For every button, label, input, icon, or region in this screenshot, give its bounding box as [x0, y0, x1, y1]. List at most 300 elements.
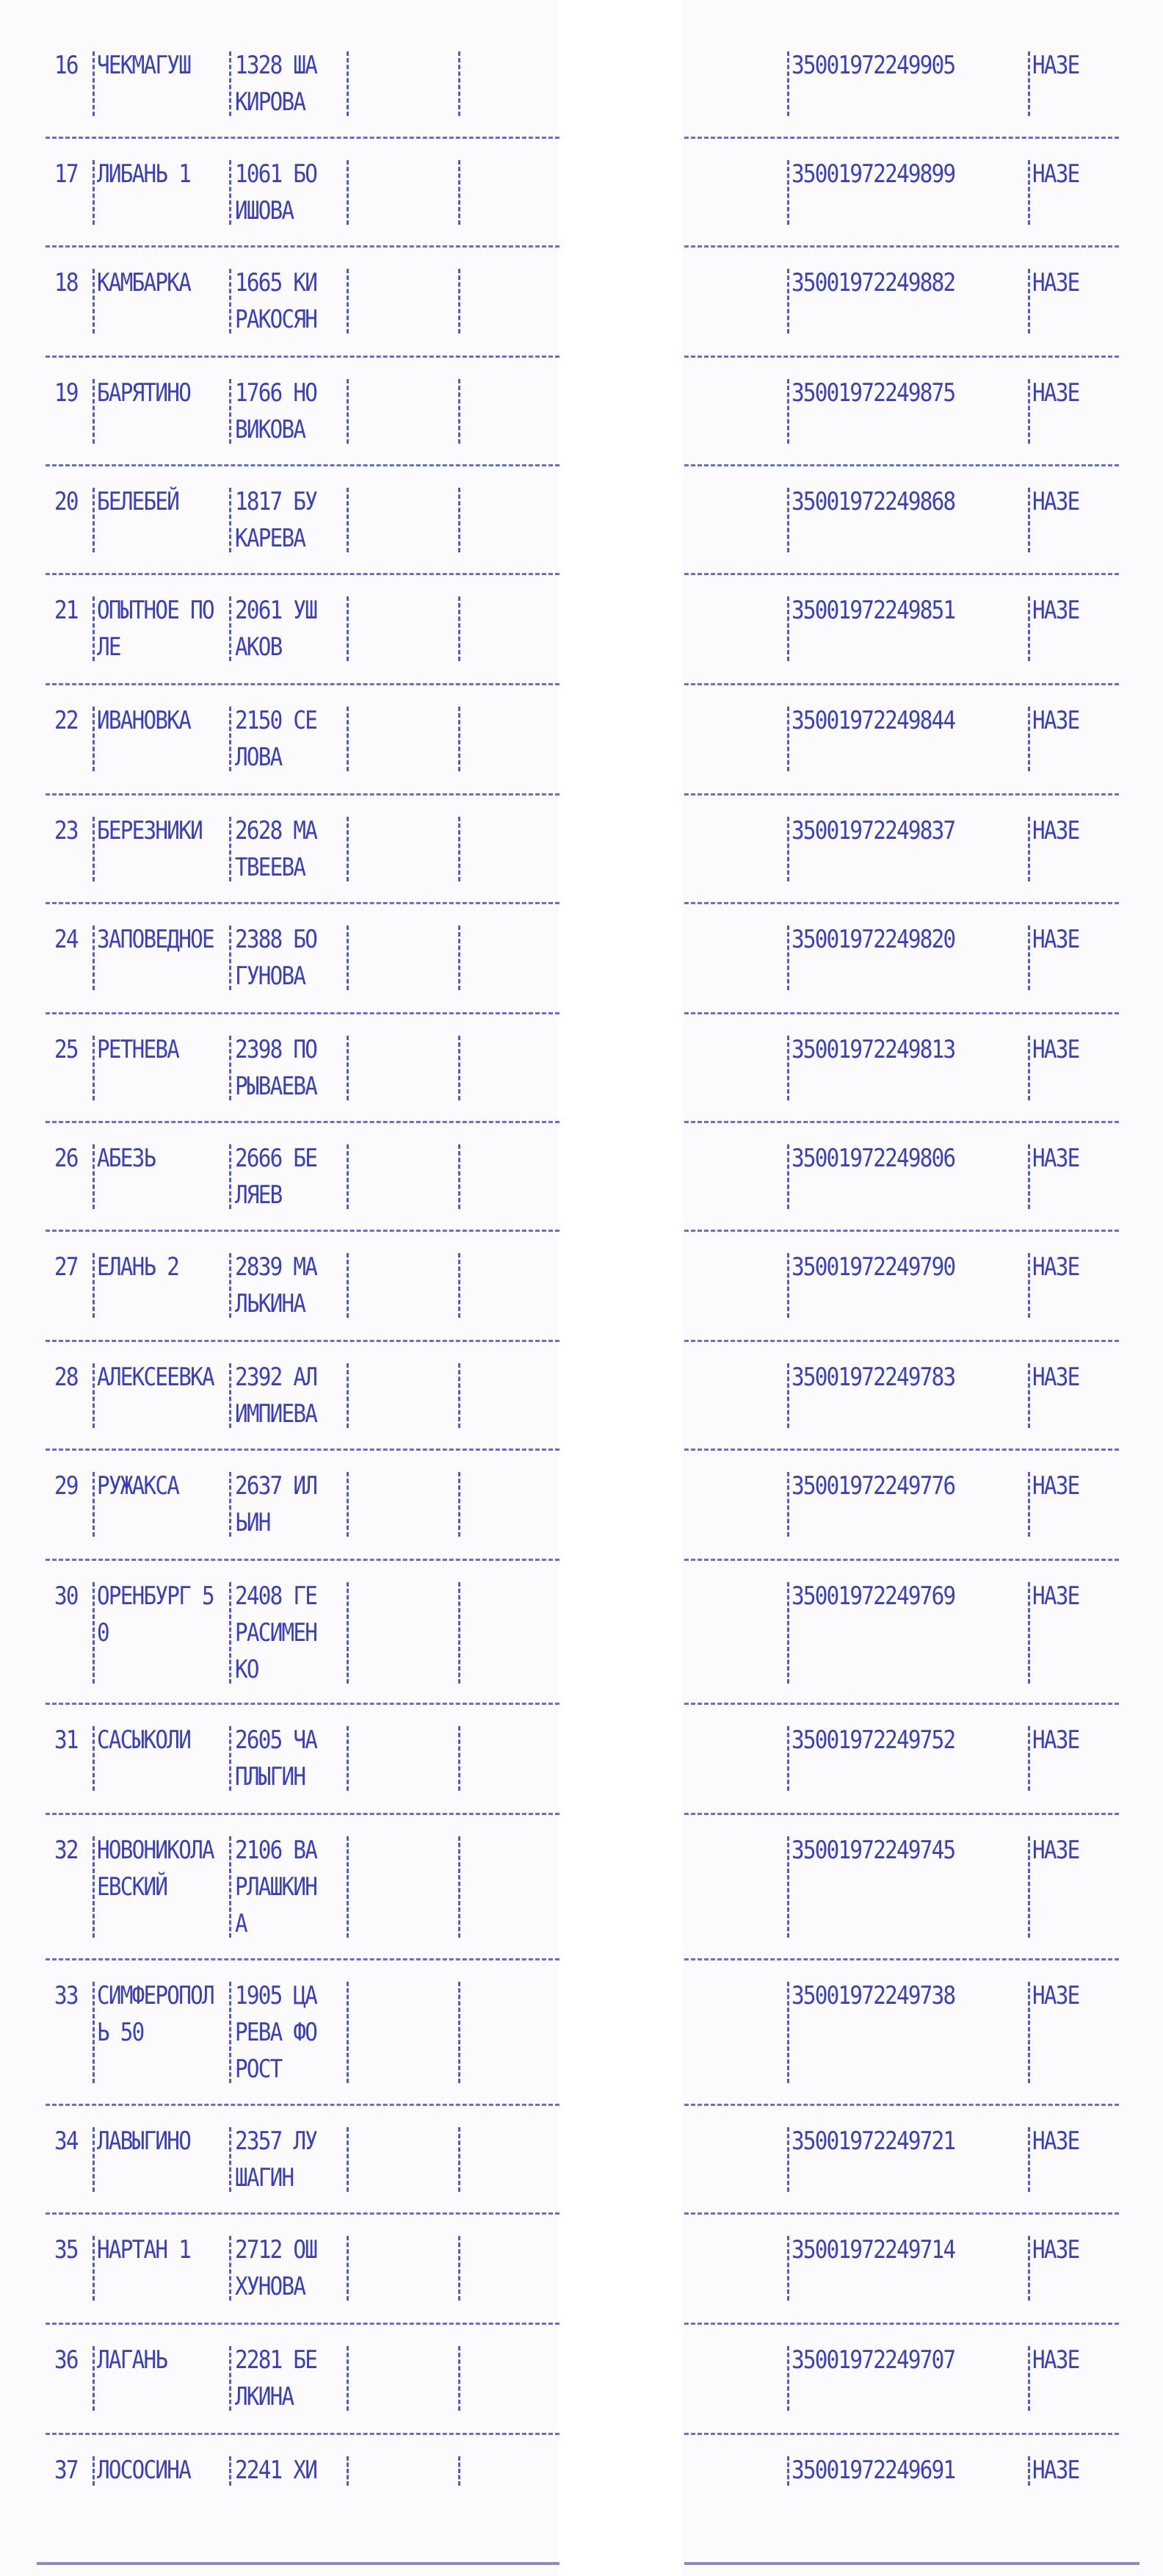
city-name: ИВАНОВКА — [97, 706, 191, 735]
tracking-code: 35001972249752 — [791, 1725, 955, 1755]
column-divider — [93, 51, 95, 116]
column-divider — [458, 1726, 460, 1791]
column-divider — [787, 1726, 789, 1791]
row-separator — [46, 1448, 559, 1451]
column-divider — [1028, 2236, 1030, 2301]
operation-type: НАЗЕ — [1032, 1471, 1079, 1501]
column-divider — [229, 1836, 231, 1938]
column-divider — [347, 2236, 349, 2301]
tracking-code: 35001972249851 — [791, 596, 955, 625]
column-divider — [787, 51, 789, 116]
column-divider — [93, 1982, 95, 2083]
row-number: 26 — [54, 1144, 78, 1173]
tracking-code: 35001972249776 — [791, 1471, 955, 1501]
city-name: СИМФЕРОПОЛ — [97, 1981, 214, 2010]
column-divider — [787, 2346, 789, 2411]
tracking-code: 35001972249844 — [791, 706, 955, 735]
column-divider — [1028, 379, 1030, 444]
employee-cell: КИРОВА — [235, 87, 305, 117]
row-separator — [684, 1121, 1119, 1123]
column-divider — [458, 1363, 460, 1428]
column-divider — [229, 817, 231, 881]
employee-cell: ИШОВА — [235, 196, 294, 226]
column-divider — [787, 1472, 789, 1537]
column-divider — [1028, 1982, 1030, 2083]
column-divider — [458, 1036, 460, 1100]
column-divider — [93, 1144, 95, 1209]
row-separator — [684, 137, 1119, 139]
column-divider — [347, 1582, 349, 1684]
bottom-rule-left — [37, 2562, 559, 2565]
employee-cell: 2357 ЛУ — [235, 2126, 317, 2156]
employee-cell: РОСТ — [235, 2054, 282, 2084]
column-divider — [1028, 488, 1030, 552]
city-name: 0 — [97, 1618, 109, 1648]
column-divider — [229, 1144, 231, 1209]
table-row — [0, 2220, 1163, 2330]
row-separator — [46, 1012, 559, 1014]
column-divider — [787, 1144, 789, 1209]
column-divider — [787, 2456, 789, 2486]
city-name: БАРЯТИНО — [97, 378, 191, 408]
column-divider — [1028, 269, 1030, 333]
row-number: 31 — [54, 1725, 78, 1755]
column-divider — [229, 1036, 231, 1100]
column-divider — [1028, 2456, 1030, 2486]
table-row — [0, 2440, 1163, 2564]
column-divider — [1028, 596, 1030, 661]
city-name: НАРТАН 1 — [97, 2235, 191, 2265]
row-number: 20 — [54, 487, 78, 516]
column-divider — [1028, 2346, 1030, 2411]
city-name: ЛАГАНЬ — [97, 2345, 167, 2375]
column-divider — [347, 1726, 349, 1791]
city-name: АБЕЗЬ — [97, 1144, 156, 1173]
column-divider — [458, 1582, 460, 1684]
column-divider — [93, 1582, 95, 1684]
employee-cell: ЛЬКИНА — [235, 1289, 305, 1318]
column-divider — [229, 1253, 231, 1318]
employee-cell: А — [235, 1909, 247, 1938]
column-divider — [347, 1363, 349, 1428]
row-separator — [684, 356, 1119, 358]
row-number: 23 — [54, 816, 78, 845]
table-row — [0, 1820, 1163, 1966]
row-number: 35 — [54, 2235, 78, 2265]
column-divider — [347, 1836, 349, 1938]
column-divider — [229, 1582, 231, 1684]
operation-type: НАЗЕ — [1032, 1725, 1079, 1755]
column-divider — [229, 2456, 231, 2486]
tracking-code: 35001972249769 — [791, 1581, 955, 1611]
employee-cell: 1817 БУ — [235, 487, 317, 516]
column-divider — [229, 1982, 231, 2083]
column-divider — [787, 707, 789, 771]
column-divider — [458, 1144, 460, 1209]
column-divider — [93, 2236, 95, 2301]
column-divider — [787, 488, 789, 552]
employee-cell: 2106 ВА — [235, 1836, 317, 1865]
column-divider — [347, 379, 349, 444]
tracking-code: 35001972249738 — [791, 1981, 955, 2010]
row-number: 27 — [54, 1252, 78, 1282]
tracking-code: 35001972249868 — [791, 487, 955, 516]
row-separator — [684, 1448, 1119, 1451]
row-separator — [684, 245, 1119, 248]
city-name: ЗАПОВЕДНОЕ — [97, 925, 214, 954]
operation-type: НАЗЕ — [1032, 51, 1079, 80]
table-row — [0, 35, 1163, 144]
row-separator — [46, 1813, 559, 1815]
column-divider — [458, 1982, 460, 2083]
column-divider — [1028, 1144, 1030, 1209]
operation-type: НАЗЕ — [1032, 1581, 1079, 1611]
employee-cell: 2281 БЕ — [235, 2345, 317, 2375]
column-divider — [347, 926, 349, 990]
operation-type: НАЗЕ — [1032, 1035, 1079, 1064]
table-row — [0, 144, 1163, 253]
employee-cell: 1061 БО — [235, 159, 317, 189]
tracking-code: 35001972249905 — [791, 51, 955, 80]
city-name: ЧЕКМАГУШ — [97, 51, 191, 80]
column-divider — [458, 596, 460, 661]
column-divider — [1028, 1253, 1030, 1318]
column-divider — [229, 1363, 231, 1428]
column-divider — [458, 2236, 460, 2301]
row-separator — [684, 1703, 1119, 1705]
employee-cell: ШАГИН — [235, 2163, 294, 2193]
column-divider — [229, 2346, 231, 2411]
row-separator — [684, 793, 1119, 795]
column-divider — [93, 379, 95, 444]
column-divider — [347, 51, 349, 116]
table-row — [0, 472, 1163, 580]
row-separator — [46, 356, 559, 358]
tracking-code: 35001972249721 — [791, 2126, 955, 2156]
column-divider — [787, 269, 789, 333]
row-number: 28 — [54, 1363, 78, 1392]
city-name: НОВОНИКОЛА — [97, 1836, 214, 1865]
row-separator — [46, 1230, 559, 1232]
operation-type: НАЗЕ — [1032, 1836, 1079, 1865]
table-row — [0, 580, 1163, 690]
column-divider — [229, 1726, 231, 1791]
operation-type: НАЗЕ — [1032, 2126, 1079, 2156]
tracking-code: 35001972249691 — [791, 2456, 955, 2485]
row-number: 19 — [54, 378, 78, 408]
operation-type: НАЗЕ — [1032, 487, 1079, 516]
table-row — [0, 1710, 1163, 1820]
column-divider — [787, 1836, 789, 1938]
column-divider — [93, 269, 95, 333]
employee-cell: 2605 ЧА — [235, 1725, 317, 1755]
row-separator — [684, 2212, 1119, 2215]
column-divider — [787, 2127, 789, 2192]
employee-cell: ХУНОВА — [235, 2272, 305, 2301]
column-divider — [229, 2236, 231, 2301]
city-name: ЛИБАНЬ 1 — [97, 159, 191, 189]
row-separator — [46, 2433, 559, 2435]
tracking-code: 35001972249899 — [791, 159, 955, 189]
row-number: 33 — [54, 1981, 78, 2010]
row-separator — [46, 1559, 559, 1561]
employee-cell: ВИКОВА — [235, 415, 305, 444]
employee-cell: 1766 НО — [235, 378, 317, 408]
column-divider — [787, 2236, 789, 2301]
employee-cell: 2241 ХИ — [235, 2456, 317, 2485]
employee-cell: ГУНОВА — [235, 962, 305, 991]
operation-type: НАЗЕ — [1032, 816, 1079, 845]
column-divider — [1028, 1472, 1030, 1537]
employee-cell: 2712 ОШ — [235, 2235, 317, 2265]
table-row — [0, 1347, 1163, 1456]
row-separator — [46, 464, 559, 466]
column-divider — [458, 707, 460, 771]
column-divider — [347, 596, 349, 661]
table-row — [0, 363, 1163, 472]
city-name: РЕТНЕВА — [97, 1035, 179, 1064]
city-name: ЕЛАНЬ 2 — [97, 1252, 179, 1282]
city-name: ЛОСОСИНА — [97, 2456, 191, 2485]
employee-cell: РЫВАЕВА — [235, 1072, 317, 1101]
column-divider — [1028, 1726, 1030, 1791]
city-name: АЛЕКСЕЕВКА — [97, 1363, 214, 1392]
row-separator — [46, 1958, 559, 1960]
employee-cell: ИМПИЕВА — [235, 1399, 317, 1429]
table-row — [0, 909, 1163, 1020]
column-divider — [229, 269, 231, 333]
column-divider — [787, 596, 789, 661]
column-divider — [229, 2127, 231, 2192]
column-divider — [458, 379, 460, 444]
employee-cell: 2150 СЕ — [235, 706, 317, 735]
city-name: САСЫКОЛИ — [97, 1725, 191, 1755]
column-divider — [458, 269, 460, 333]
operation-type: НАЗЕ — [1032, 268, 1079, 297]
row-separator — [684, 1012, 1119, 1014]
city-name: БЕРЕЗНИКИ — [97, 816, 202, 845]
employee-cell: ЛОВА — [235, 743, 282, 772]
column-divider — [787, 817, 789, 881]
city-name: ЛАВЫГИНО — [97, 2126, 191, 2156]
employee-cell: ПЛЫГИН — [235, 1762, 305, 1792]
row-separator — [46, 1340, 559, 1342]
column-divider — [347, 2346, 349, 2411]
tracking-code: 35001972249714 — [791, 2235, 955, 2265]
operation-type: НАЗЕ — [1032, 1981, 1079, 2010]
column-divider — [347, 1982, 349, 2083]
city-name: ЕВСКИЙ — [97, 1872, 167, 1902]
employee-cell: 2839 МА — [235, 1252, 317, 1282]
column-divider — [347, 2456, 349, 2486]
row-separator — [684, 1958, 1119, 1960]
employee-cell: 2637 ИЛ — [235, 1471, 317, 1501]
column-divider — [1028, 707, 1030, 771]
tracking-code: 35001972249837 — [791, 816, 955, 845]
table-row — [0, 1128, 1163, 1237]
column-divider — [347, 1472, 349, 1537]
row-number: 32 — [54, 1836, 78, 1865]
city-name: ЛЕ — [97, 632, 120, 662]
column-divider — [787, 1253, 789, 1318]
column-divider — [229, 379, 231, 444]
column-divider — [787, 1363, 789, 1428]
column-divider — [458, 1472, 460, 1537]
row-number: 30 — [54, 1581, 78, 1611]
operation-type: НАЗЕ — [1032, 2456, 1079, 2485]
row-number: 17 — [54, 159, 78, 189]
employee-cell: 2628 МА — [235, 816, 317, 845]
row-separator — [46, 245, 559, 248]
employee-cell: 2388 БО — [235, 925, 317, 954]
column-divider — [93, 707, 95, 771]
employee-cell: ЛКИНА — [235, 2382, 294, 2411]
column-divider — [93, 2127, 95, 2192]
employee-cell: 2061 УШ — [235, 596, 317, 625]
column-divider — [93, 926, 95, 990]
row-number: 21 — [54, 596, 78, 625]
column-divider — [787, 379, 789, 444]
employee-cell: АКОВ — [235, 632, 282, 662]
column-divider — [1028, 1836, 1030, 1938]
tracking-code: 35001972249707 — [791, 2345, 955, 2375]
column-divider — [787, 1582, 789, 1684]
row-separator — [46, 137, 559, 139]
column-divider — [347, 1036, 349, 1100]
column-divider — [787, 1036, 789, 1100]
column-divider — [347, 2127, 349, 2192]
row-separator — [684, 1230, 1119, 1232]
column-divider — [458, 817, 460, 881]
table-row — [0, 1966, 1163, 2111]
row-number: 29 — [54, 1471, 78, 1501]
column-divider — [93, 1726, 95, 1791]
row-separator — [684, 902, 1119, 904]
column-divider — [93, 1472, 95, 1537]
city-name: КАМБАРКА — [97, 268, 191, 297]
employee-cell: РЕВА ФО — [235, 2018, 317, 2047]
column-divider — [1028, 926, 1030, 990]
row-separator — [46, 793, 559, 795]
column-divider — [229, 707, 231, 771]
column-divider — [458, 160, 460, 225]
column-divider — [347, 269, 349, 333]
column-divider — [1028, 2127, 1030, 2192]
table-row — [0, 253, 1163, 363]
column-divider — [1028, 1363, 1030, 1428]
employee-cell: ТВЕЕВА — [235, 853, 305, 882]
operation-type: НАЗЕ — [1032, 159, 1079, 189]
tracking-code: 35001972249806 — [791, 1144, 955, 1173]
employee-cell: 2392 АЛ — [235, 1363, 317, 1392]
employee-cell: РАСИМЕН — [235, 1618, 317, 1648]
column-divider — [93, 2346, 95, 2411]
row-separator — [46, 2212, 559, 2215]
column-divider — [787, 1982, 789, 2083]
operation-type: НАЗЕ — [1032, 1144, 1079, 1173]
operation-type: НАЗЕ — [1032, 378, 1079, 408]
column-divider — [229, 51, 231, 116]
row-separator — [46, 683, 559, 685]
tracking-code: 35001972249745 — [791, 1836, 955, 1865]
column-divider — [229, 926, 231, 990]
column-divider — [93, 1836, 95, 1938]
column-divider — [458, 1253, 460, 1318]
column-divider — [229, 1472, 231, 1537]
row-separator — [684, 2433, 1119, 2435]
operation-type: НАЗЕ — [1032, 2235, 1079, 2265]
employee-cell: 1665 КИ — [235, 268, 317, 297]
tracking-code: 35001972249813 — [791, 1035, 955, 1064]
column-divider — [458, 488, 460, 552]
column-divider — [1028, 1582, 1030, 1684]
row-number: 22 — [54, 706, 78, 735]
column-divider — [347, 1253, 349, 1318]
row-number: 18 — [54, 268, 78, 297]
operation-type: НАЗЕ — [1032, 2345, 1079, 2375]
row-separator — [46, 2104, 559, 2106]
column-divider — [458, 2456, 460, 2486]
row-separator — [684, 2323, 1119, 2325]
column-divider — [458, 1836, 460, 1938]
employee-cell: ЬИН — [235, 1508, 270, 1537]
row-number: 37 — [54, 2456, 78, 2485]
column-divider — [229, 488, 231, 552]
city-name: ОРЕНБУРГ 5 — [97, 1581, 214, 1611]
row-separator — [684, 1813, 1119, 1815]
operation-type: НАЗЕ — [1032, 925, 1079, 954]
column-divider — [458, 2346, 460, 2411]
row-separator — [46, 573, 559, 575]
employee-cell: 2666 БЕ — [235, 1144, 317, 1173]
row-separator — [684, 1559, 1119, 1561]
column-divider — [93, 160, 95, 225]
row-separator — [684, 1340, 1119, 1342]
operation-type: НАЗЕ — [1032, 706, 1079, 735]
column-divider — [93, 596, 95, 661]
column-divider — [1028, 817, 1030, 881]
column-divider — [458, 2127, 460, 2192]
employee-cell: ЛЯЕВ — [235, 1180, 282, 1210]
row-separator — [684, 464, 1119, 466]
tracking-code: 35001972249790 — [791, 1252, 955, 1282]
employee-cell: КАРЕВА — [235, 524, 305, 553]
tracking-code: 35001972249882 — [791, 268, 955, 297]
employee-cell: 1328 ША — [235, 51, 317, 80]
row-number: 24 — [54, 925, 78, 954]
row-separator — [684, 2104, 1119, 2106]
column-divider — [347, 817, 349, 881]
table-row — [0, 2111, 1163, 2220]
employee-cell: РЛАШКИН — [235, 1872, 317, 1902]
employee-cell: 2398 ПО — [235, 1035, 317, 1064]
column-divider — [93, 817, 95, 881]
table-row — [0, 1020, 1163, 1128]
column-divider — [1028, 160, 1030, 225]
city-name: БЕЛЕБЕЙ — [97, 487, 179, 516]
table-row — [0, 690, 1163, 801]
column-divider — [458, 51, 460, 116]
column-divider — [347, 160, 349, 225]
column-divider — [93, 488, 95, 552]
row-separator — [46, 1121, 559, 1123]
row-number: 34 — [54, 2126, 78, 2156]
city-name: Ь 50 — [97, 2018, 144, 2047]
table-row — [0, 1237, 1163, 1347]
operation-type: НАЗЕ — [1032, 596, 1079, 625]
row-number: 25 — [54, 1035, 78, 1064]
column-divider — [93, 1036, 95, 1100]
